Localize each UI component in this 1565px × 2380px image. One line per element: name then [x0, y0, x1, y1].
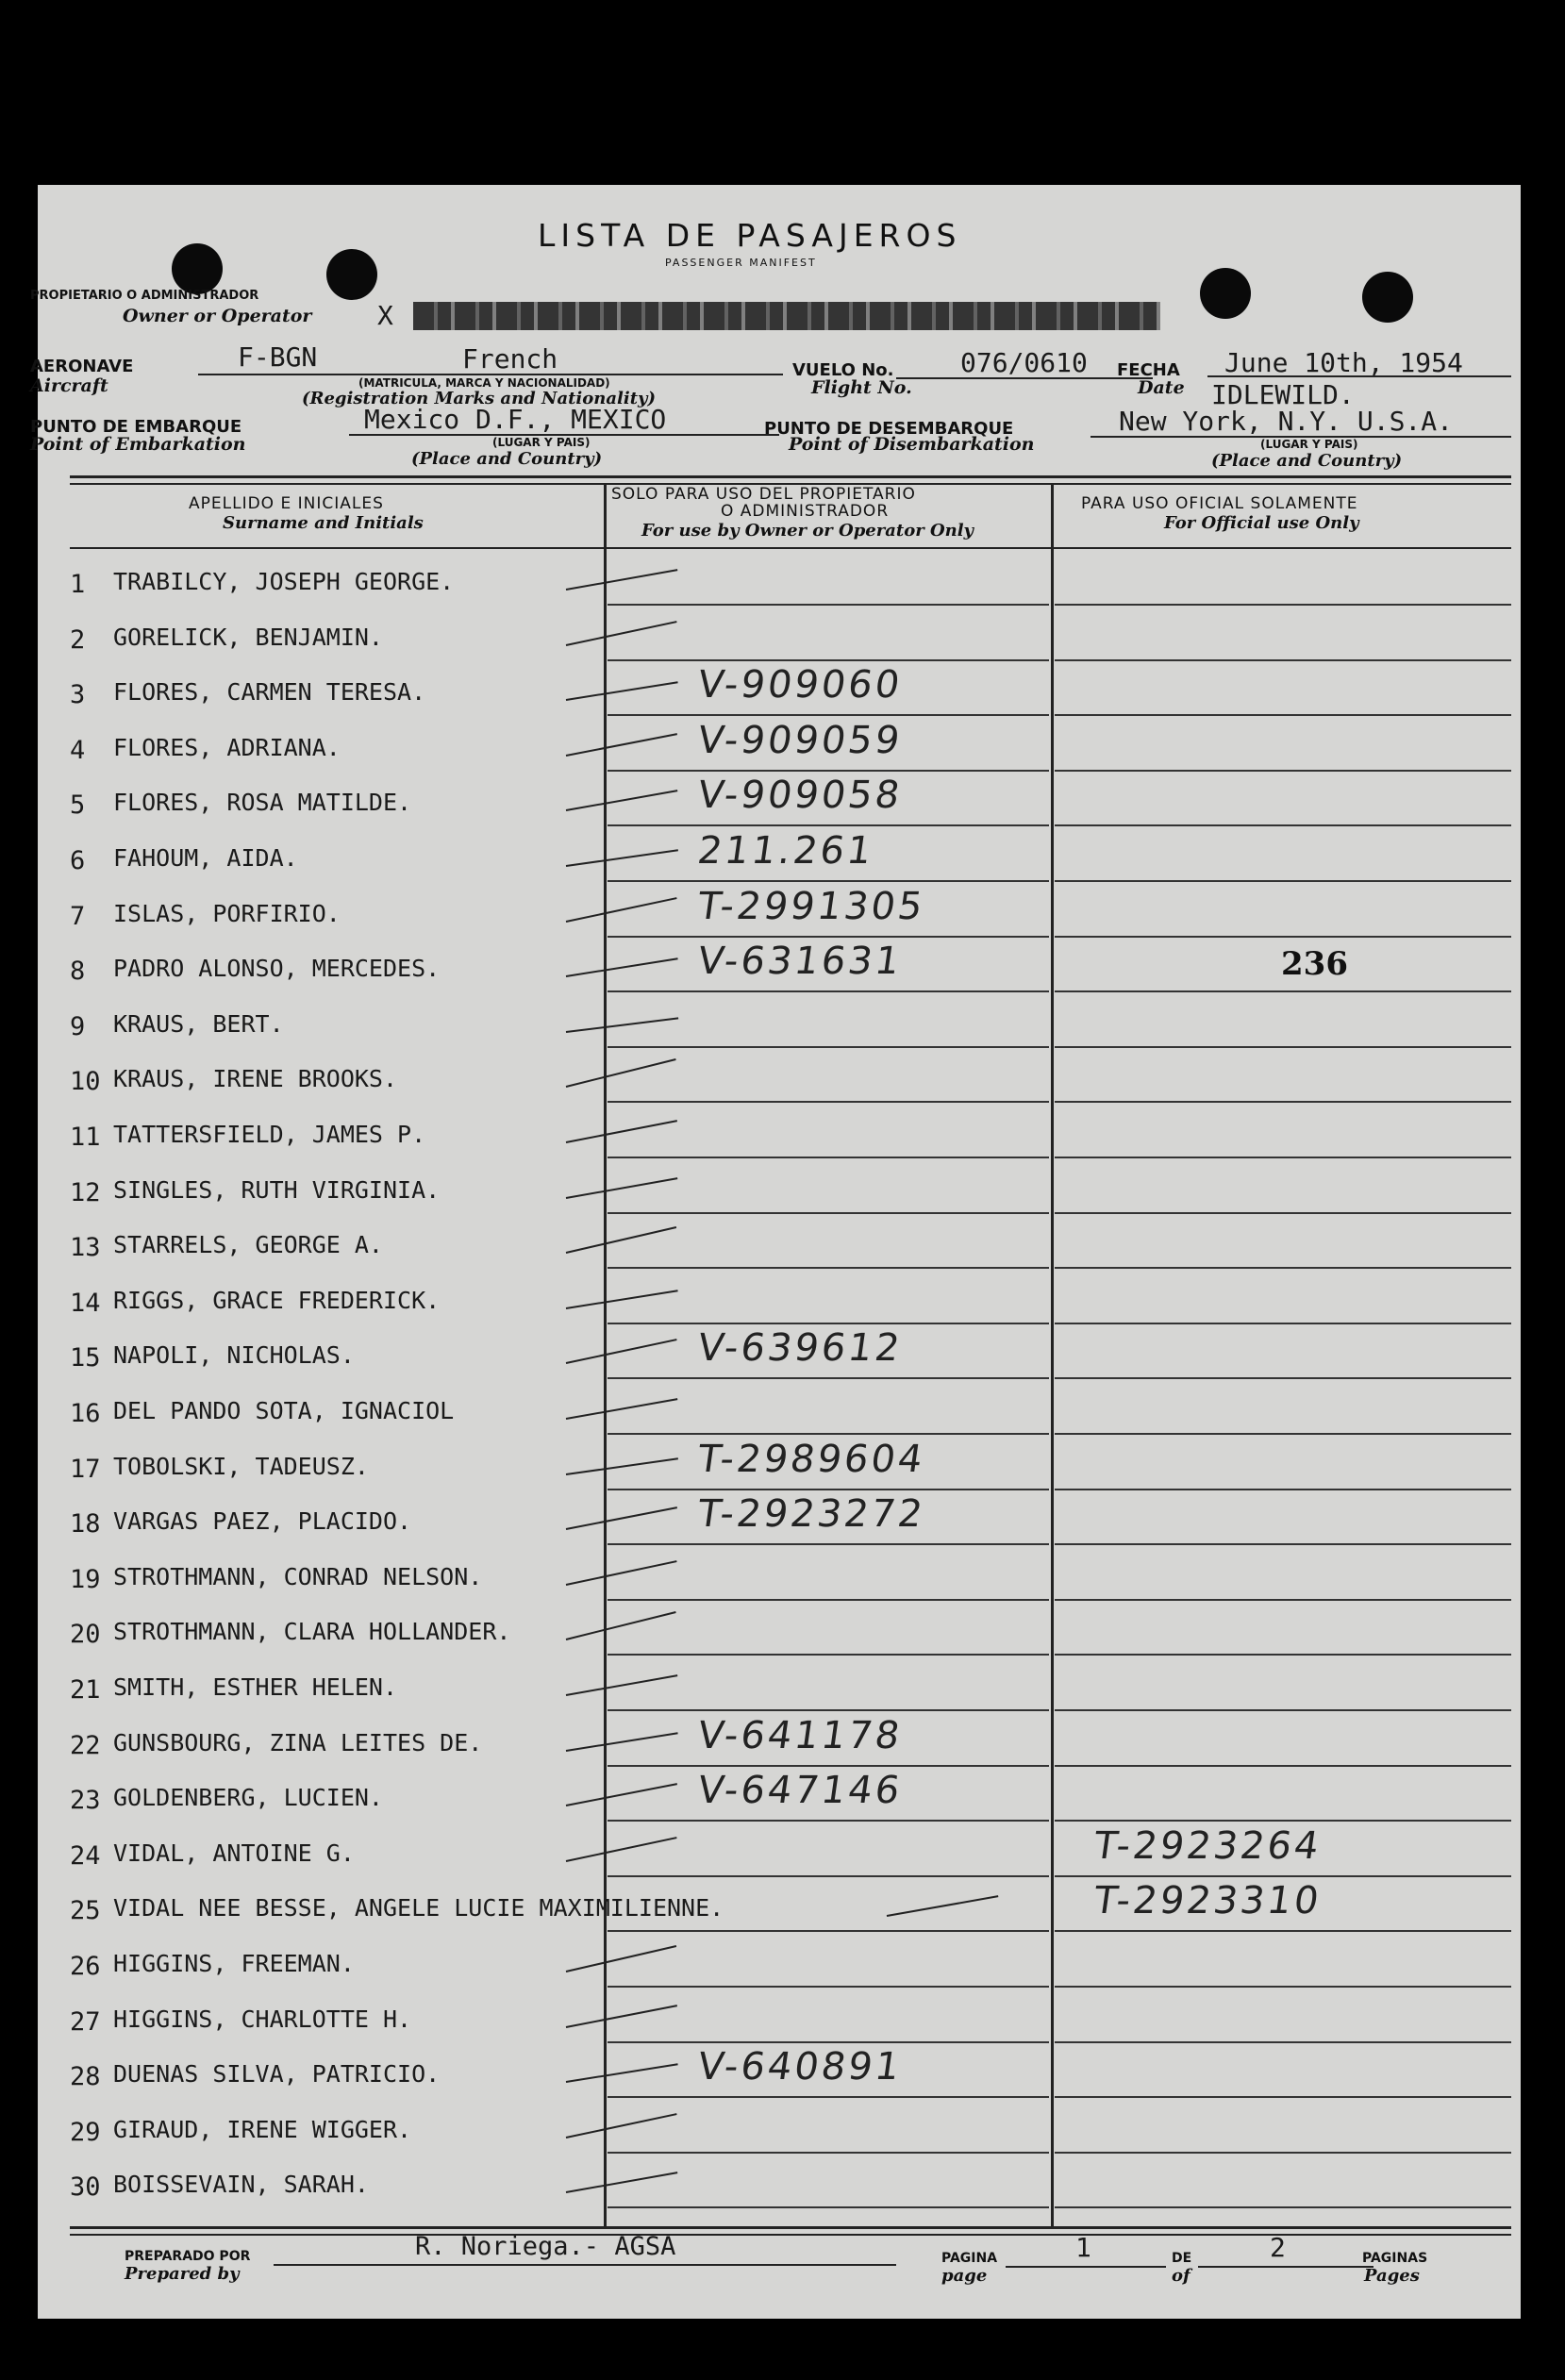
passenger-name: FLORES, ROSA MATILDE.: [113, 789, 412, 817]
page-underline: [1006, 2266, 1166, 2268]
row-number: 3: [70, 680, 86, 710]
disembark-label-en: Point of Disembarkation: [789, 434, 1035, 455]
total-pages: 2: [1270, 2232, 1286, 2263]
prepared-label-es: PREPARADO POR: [125, 2249, 251, 2264]
owner-visa-number: V-909058: [694, 774, 906, 818]
col-surname-header-es: APELLIDO E INICIALES: [189, 494, 384, 513]
check-stroke: [566, 2113, 677, 2139]
of-label-es: DE: [1172, 2251, 1192, 2266]
row-number: 14: [70, 1288, 101, 1318]
owner-label-es: PROPIETARIO O ADMINISTRADOR: [30, 289, 259, 303]
aircraft-registration: F-BGN: [238, 341, 318, 373]
prepared-label-en: Prepared by: [125, 2264, 240, 2284]
passenger-name: HIGGINS, CHARLOTTE H.: [113, 2005, 412, 2033]
embark-label-es: PUNTO DE EMBARQUE: [30, 417, 242, 437]
check-stroke: [566, 569, 678, 591]
embark-sublabel-en: (Place and Country): [411, 449, 603, 469]
of-underline: [1198, 2266, 1374, 2268]
owner-visa-number: V-909059: [694, 718, 906, 762]
owner-mark: X: [377, 300, 393, 331]
check-stroke: [566, 791, 678, 812]
table-bottom-rule-2: [70, 2234, 1511, 2236]
passenger-name: FLORES, ADRIANA.: [113, 733, 341, 761]
check-stroke: [566, 957, 678, 977]
check-stroke: [566, 849, 678, 867]
owner-visa-number: V-631631: [694, 940, 906, 984]
check-stroke: [566, 1457, 678, 1475]
official-column-rule: [1055, 2206, 1511, 2208]
check-stroke: [566, 2005, 677, 2028]
col-official-header-en: For Official use Only: [1164, 513, 1359, 533]
row-number: 27: [70, 2006, 101, 2037]
disembark-sublabel-en: (Place and Country): [1211, 451, 1403, 471]
col-owner-header-en: For use by Owner or Operator Only: [641, 521, 974, 541]
owner-visa-number: T-2989604: [694, 1437, 928, 1481]
table-row: [38, 993, 1521, 1048]
table-row: [38, 607, 1521, 661]
check-stroke: [566, 1120, 677, 1143]
table-row: [38, 1159, 1521, 1214]
passenger-name: GOLDENBERG, LUCIEN.: [113, 1784, 383, 1812]
flight-underline: [896, 377, 1153, 379]
row-number: 10: [70, 1067, 101, 1097]
check-stroke: [566, 1017, 678, 1033]
table-row: [38, 827, 1521, 882]
check-stroke: [566, 1611, 676, 1640]
row-number: 22: [70, 1730, 101, 1760]
page-number: 1: [1075, 2232, 1091, 2263]
punch-hole-left-1: [172, 243, 223, 294]
col-official-header-es: PARA USO OFICIAL SOLAMENTE: [1081, 494, 1358, 513]
check-stroke: [566, 681, 678, 701]
row-number: 12: [70, 1177, 101, 1207]
passenger-name: GUNSBOURG, ZINA LEITES DE.: [113, 1728, 483, 1756]
aircraft-underline: [198, 374, 783, 375]
check-stroke: [566, 1674, 678, 1696]
row-number: 18: [70, 1509, 101, 1540]
passenger-name: TATTERSFIELD, JAMES P.: [113, 1121, 426, 1148]
table-row: [38, 1436, 1521, 1490]
row-number: 8: [70, 957, 86, 987]
check-stroke: [566, 1945, 676, 1972]
owner-column-rule: [608, 2206, 1049, 2208]
table-row: [38, 2099, 1521, 2154]
embark-sublabel-es: (LUGAR Y PAIS): [492, 436, 591, 449]
check-stroke: [566, 1732, 678, 1752]
table-row: [38, 2154, 1521, 2208]
table-row: [38, 1989, 1521, 2043]
page-label-es: PAGINA: [941, 2251, 998, 2266]
row-number: 11: [70, 1123, 101, 1152]
page-label-en: page: [941, 2266, 988, 2286]
check-stroke: [566, 1290, 678, 1309]
official-notation: T-2923310: [1091, 1879, 1324, 1923]
column-header-rule: [70, 547, 1511, 549]
passenger-name: NAPOLI, NICHOLAS.: [113, 1341, 355, 1370]
table-bottom-rule: [70, 2226, 1511, 2229]
table-row: [38, 1214, 1521, 1269]
table-row: [38, 1270, 1521, 1324]
passenger-name: GIRAUD, IRENE WIGGER.: [113, 2115, 412, 2143]
check-stroke: [566, 1506, 677, 1530]
passenger-name: BOISSEVAIN, SARAH.: [113, 2171, 369, 2199]
row-number: 1: [70, 570, 86, 599]
passenger-name: PADRO ALONSO, MERCEDES.: [113, 955, 441, 983]
aircraft-nationality: French: [462, 343, 558, 374]
passenger-name: DUENAS SILVA, PATRICIO.: [113, 2060, 441, 2089]
passenger-name: VARGAS PAEZ, PLACIDO.: [113, 1507, 412, 1536]
row-number: 13: [70, 1233, 101, 1263]
table-row: [38, 1104, 1521, 1158]
row-number: 29: [70, 2117, 101, 2147]
disembark-value: New York, N.Y. U.S.A.: [1119, 406, 1454, 437]
passenger-name: TRABILCY, JOSEPH GEORGE.: [113, 568, 455, 595]
table-row: [38, 1048, 1521, 1103]
table-row: [38, 1712, 1521, 1767]
aircraft-sublabel-es: (MATRICULA, MARCA Y NACIONALIDAD): [358, 376, 610, 390]
passenger-name: DEL PANDO SOTA, IGNACIOL: [113, 1397, 455, 1424]
table-row: [38, 1490, 1521, 1545]
row-number: 9: [70, 1011, 86, 1041]
passenger-name: KRAUS, BERT.: [113, 1009, 284, 1038]
row-number: 15: [70, 1343, 101, 1373]
table-row: [38, 938, 1521, 992]
table-row: [38, 1324, 1521, 1379]
disembark-sublabel-es: (LUGAR Y PAIS): [1260, 438, 1358, 451]
arrival-airport: IDLEWILD.: [1211, 379, 1355, 410]
row-number: 2: [70, 624, 86, 655]
passenger-name: VIDAL NEE BESSE, ANGELE LUCIE MAXIMILIENNE.: [113, 1894, 724, 1922]
table-row: [38, 717, 1521, 772]
table-row: [38, 883, 1521, 938]
table-row: [38, 1601, 1521, 1656]
aircraft-label-es: AERONAVE: [30, 357, 134, 376]
check-stroke: [566, 1226, 676, 1254]
check-stroke: [566, 1398, 678, 1420]
passenger-name: STROTHMANN, CONRAD NELSON.: [113, 1562, 483, 1590]
table-row: [38, 1380, 1521, 1435]
table-row: [38, 661, 1521, 716]
passenger-name: SINGLES, RUTH VIRGINIA.: [113, 1175, 441, 1204]
check-stroke: [887, 1896, 999, 1918]
passenger-name: ISLAS, PORFIRIO.: [113, 899, 341, 927]
aircraft-sublabel-en: (Registration Marks and Nationality): [302, 389, 656, 408]
manifest-sheet: [30, 185, 1521, 2319]
passenger-name: GORELICK, BENJAMIN.: [113, 623, 383, 651]
flight-label-es: VUELO No.: [792, 360, 894, 380]
official-notation: T-2923264: [1091, 1823, 1324, 1868]
owner-visa-number: T-2991305: [694, 884, 928, 928]
col-owner-header-es-2: O ADMINISTRADOR: [721, 502, 890, 521]
embark-value: Mexico D.F., MEXICO: [364, 404, 667, 435]
table-row: [38, 551, 1521, 606]
passenger-name: TOBOLSKI, TADEUSZ.: [113, 1452, 369, 1480]
owner-visa-number: V-640891: [694, 2045, 906, 2089]
check-stroke: [566, 1339, 677, 1364]
punch-hole-left-2: [326, 249, 377, 300]
table-row: [38, 772, 1521, 826]
owner-label-en: Owner or Operator: [123, 306, 312, 326]
embark-label-en: Point of Embarkation: [30, 434, 246, 455]
flight-label-en: Flight No.: [811, 377, 912, 398]
check-stroke: [566, 621, 677, 646]
table-row: [38, 2043, 1521, 2098]
owner-visa-number: V-909060: [694, 663, 906, 707]
col-surname-header-en: Surname and Initials: [223, 513, 424, 533]
date-underline: [1207, 375, 1511, 377]
row-number: 7: [70, 901, 86, 931]
owner-visa-number: V-641178: [694, 1713, 906, 1757]
row-number: 30: [70, 2172, 101, 2203]
prepared-by-value: R. Noriega.- AGSA: [415, 2232, 676, 2261]
struck-out-operator-name: [413, 302, 1160, 330]
date-label-en: Date: [1138, 377, 1185, 398]
table-row: [38, 1877, 1521, 1932]
row-number: 25: [70, 1896, 101, 1926]
date-value: June 10th, 1954: [1224, 347, 1463, 378]
passenger-name: FLORES, CARMEN TERESA.: [113, 678, 426, 707]
row-number: 21: [70, 1675, 101, 1705]
passenger-name: RIGGS, GRACE FREDERICK.: [113, 1286, 441, 1314]
check-stroke: [566, 2172, 678, 2194]
check-stroke: [566, 1837, 677, 1862]
official-notation: 236: [1281, 945, 1348, 984]
table-row: [38, 1546, 1521, 1601]
row-number: 26: [70, 1952, 101, 1981]
row-number: 19: [70, 1564, 101, 1594]
row-number: 23: [70, 1786, 101, 1816]
row-number: 6: [70, 846, 86, 875]
passenger-name: HIGGINS, FREEMAN.: [113, 1950, 355, 1977]
flight-number: 076/0610: [960, 347, 1088, 378]
check-stroke: [566, 733, 677, 757]
of-label-en: of: [1172, 2266, 1190, 2286]
owner-visa-number: 211.261: [694, 829, 877, 873]
row-number: 24: [70, 1840, 101, 1871]
check-stroke: [566, 897, 677, 923]
table-top-rule: [70, 475, 1511, 478]
pages-label-es: PAGINAS: [1362, 2251, 1428, 2266]
manifest-subtitle: PASSENGER MANIFEST: [665, 257, 817, 269]
table-row: [38, 1767, 1521, 1822]
table-row: [38, 1822, 1521, 1877]
row-number: 16: [70, 1399, 101, 1428]
passenger-name: STARRELS, GEORGE A.: [113, 1231, 383, 1259]
row-number: 5: [70, 791, 86, 821]
check-stroke: [566, 1560, 677, 1586]
aircraft-label-en: Aircraft: [30, 375, 108, 396]
owner-visa-number: T-2923272: [694, 1492, 928, 1537]
passenger-name: VIDAL, ANTOINE G.: [113, 1839, 355, 1867]
passenger-name: KRAUS, IRENE BROOKS.: [113, 1065, 398, 1093]
check-stroke: [566, 1177, 678, 1199]
owner-visa-number: V-639612: [694, 1326, 906, 1371]
row-number: 4: [70, 735, 86, 765]
punch-hole-right-2: [1362, 272, 1413, 323]
passenger-name: FAHOUM, AIDA.: [113, 844, 298, 872]
manifest-title: LISTA DE PASAJEROS: [538, 217, 962, 254]
check-stroke: [566, 1783, 677, 1806]
row-number: 28: [70, 2062, 101, 2092]
row-number: 17: [70, 1454, 101, 1484]
owner-visa-number: V-647146: [694, 1769, 906, 1813]
row-number: 20: [70, 1620, 101, 1650]
col-owner-header-es-1: SOLO PARA USO DEL PROPIETARIO: [611, 485, 916, 504]
punch-hole-right-1: [1200, 268, 1251, 319]
disembark-label-es: PUNTO DE DESEMBARQUE: [764, 419, 1014, 439]
prepared-underline: [274, 2264, 896, 2266]
check-stroke: [566, 1058, 676, 1088]
pages-label-en: Pages: [1364, 2266, 1420, 2286]
table-row: [38, 1656, 1521, 1711]
date-label-es: FECHA: [1117, 360, 1180, 380]
passenger-name: STROTHMANN, CLARA HOLLANDER.: [113, 1618, 511, 1646]
check-stroke: [566, 2063, 678, 2083]
table-row: [38, 1933, 1521, 1988]
passenger-name: SMITH, ESTHER HELEN.: [113, 1673, 398, 1701]
